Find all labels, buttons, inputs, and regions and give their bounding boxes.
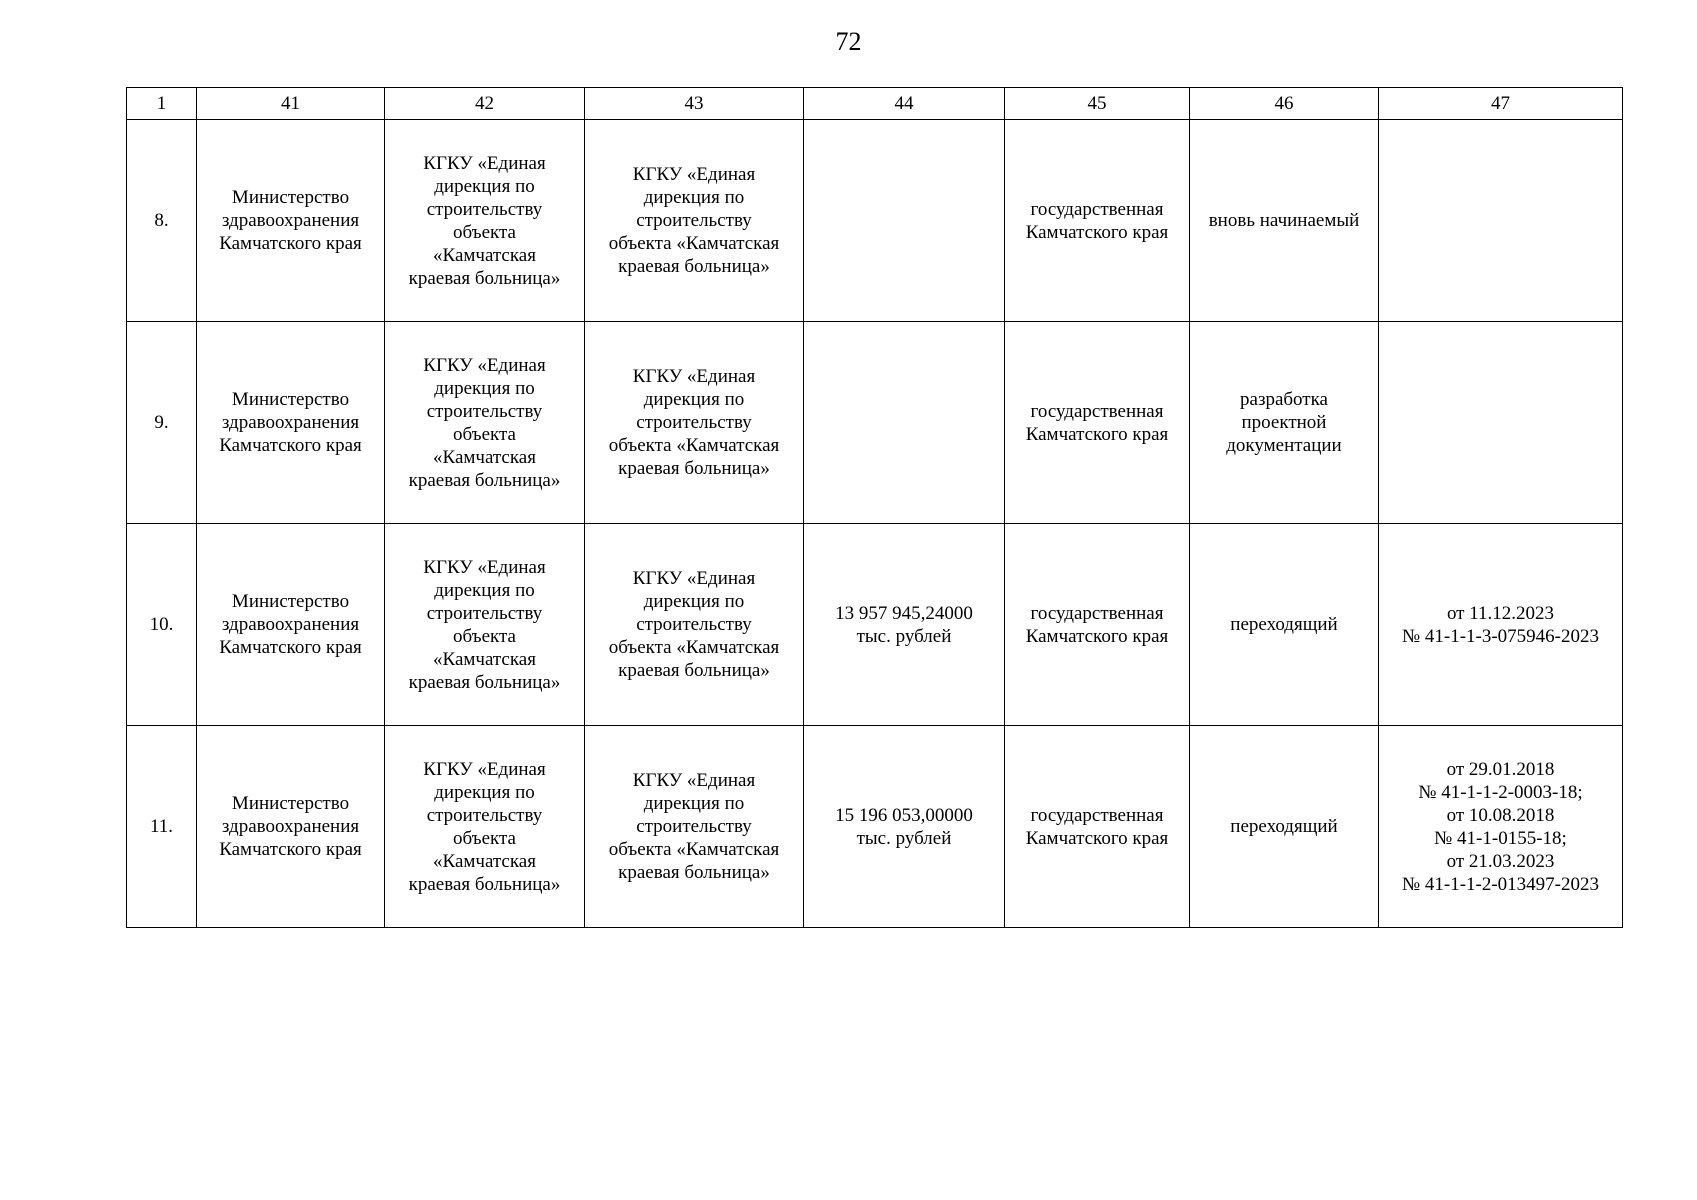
- table-row: [127, 120, 1623, 322]
- row-number-cell: 11.: [127, 726, 197, 928]
- estimated-cost-cell: 13 957 945,24000 тыс. рублей: [804, 524, 1005, 726]
- column-header-43: 43: [585, 88, 804, 120]
- row-number-cell: 9.: [127, 322, 197, 524]
- developer-cell: КГКУ «Единая дирекция по строительству объекта «Камчатская краевая больница»: [585, 726, 804, 928]
- ministry-cell: Министерство здравоохранения Камчатского края: [197, 322, 385, 524]
- status-cell: разработка проектной документации: [1190, 322, 1379, 524]
- developer-cell: КГКУ «Единая дирекция по строительству объекта «Камчатская краевая больница»: [585, 322, 804, 524]
- ownership-cell: государственная Камчатского края: [1005, 322, 1190, 524]
- table-row: [127, 524, 1623, 726]
- ministry-cell: Министерство здравоохранения Камчатского края: [197, 524, 385, 726]
- status-cell: переходящий: [1190, 524, 1379, 726]
- column-header-46: 46: [1190, 88, 1379, 120]
- ministry-cell: Министерство здравоохранения Камчатского края: [197, 120, 385, 322]
- status-cell: вновь начинаемый: [1190, 120, 1379, 322]
- column-header-47: 47: [1379, 88, 1623, 120]
- status-cell: переходящий: [1190, 726, 1379, 928]
- column-header-42: 42: [385, 88, 585, 120]
- customer-cell: КГКУ «Единая дирекция по строительству объекта «Камчатская краевая больница»: [385, 524, 585, 726]
- column-header-44: 44: [804, 88, 1005, 120]
- expertise-conclusion-cell: [1379, 322, 1623, 524]
- estimated-cost-cell: 15 196 053,00000 тыс. рублей: [804, 726, 1005, 928]
- customer-cell: КГКУ «Единая дирекция по строительству объекта «Камчатская краевая больница»: [385, 726, 585, 928]
- estimated-cost-cell: [804, 120, 1005, 322]
- registry-table: [126, 87, 1623, 928]
- expertise-conclusion-cell: от 29.01.2018 № 41-1-1-2-0003-18; от 10.08.2018 № 41-1-0155-18; от 21.03.2023 № 41-1-1-2-013497-2023: [1379, 726, 1623, 928]
- table-row: [127, 322, 1623, 524]
- expertise-conclusion-cell: [1379, 120, 1623, 322]
- expertise-conclusion-cell: от 11.12.2023 № 41-1-1-3-075946-2023: [1379, 524, 1623, 726]
- column-header-41: 41: [197, 88, 385, 120]
- ownership-cell: государственная Камчатского края: [1005, 726, 1190, 928]
- customer-cell: КГКУ «Единая дирекция по строительству объекта «Камчатская краевая больница»: [385, 120, 585, 322]
- table-row: [127, 726, 1623, 928]
- estimated-cost-cell: [804, 322, 1005, 524]
- developer-cell: КГКУ «Единая дирекция по строительству объекта «Камчатская краевая больница»: [585, 524, 804, 726]
- column-number-row: [127, 88, 1623, 120]
- column-header-45: 45: [1005, 88, 1190, 120]
- developer-cell: КГКУ «Единая дирекция по строительству объекта «Камчатская краевая больница»: [585, 120, 804, 322]
- row-number-cell: 8.: [127, 120, 197, 322]
- column-header-1: 1: [127, 88, 197, 120]
- ownership-cell: государственная Камчатского края: [1005, 524, 1190, 726]
- row-number-cell: 10.: [127, 524, 197, 726]
- ownership-cell: государственная Камчатского края: [1005, 120, 1190, 322]
- ministry-cell: Министерство здравоохранения Камчатского края: [197, 726, 385, 928]
- customer-cell: КГКУ «Единая дирекция по строительству объекта «Камчатская краевая больница»: [385, 322, 585, 524]
- page-number: 72: [835, 27, 862, 56]
